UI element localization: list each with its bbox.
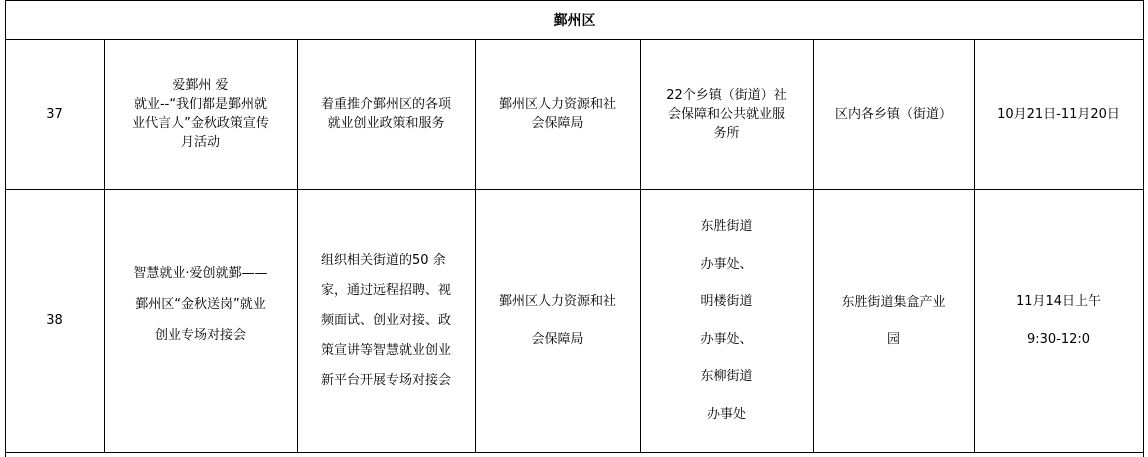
event-name-cell: [104, 189, 297, 452]
location-line: 园: [886, 331, 900, 347]
organizer-line: 鄞州区人力资源和社: [498, 97, 616, 112]
undertaker-cell: [640, 39, 813, 189]
undertaker-line: 办事处: [706, 406, 746, 422]
undertaker-line: 东胜街道: [700, 219, 753, 234]
time-line: 10月21日-11月20日: [997, 106, 1120, 122]
location-line: 东胜街道集盒产业: [841, 294, 946, 310]
event-name-cell: [104, 39, 297, 189]
location-cell: [813, 39, 974, 189]
event-content-line: 组织相关街道的50 余: [320, 252, 446, 268]
event-content-line: 策宣讲等智慧就业创业: [320, 342, 451, 358]
event-name-line: 创业专场对接会: [154, 328, 246, 343]
row-number: 37: [46, 106, 63, 122]
event-content-line: 着重推介鄞州区的各项: [320, 97, 451, 112]
table-border-right: [1143, 0, 1144, 457]
time-cell: [974, 39, 1143, 189]
undertaker-line: 会保障和公共就业服: [667, 106, 785, 122]
organizer-line: 会保障局: [531, 331, 584, 347]
organizer-line: 会保障局: [531, 116, 584, 131]
time-line: 11月14日上午: [1015, 293, 1102, 309]
organizer-cell: [475, 189, 640, 452]
event-content-line: 新平台开展专场对接会: [320, 372, 451, 388]
time-line: 9:30-12:0: [1026, 331, 1091, 347]
undertaker-cell: [640, 189, 813, 452]
event-content-line: 就业创业政策和服务: [327, 116, 445, 131]
undertaker-line: 办事处、: [700, 256, 753, 272]
event-content-line: 家，通过远程招聘、视: [320, 282, 451, 298]
event-name-line: 就业--“我们都是鄞州就: [133, 97, 268, 112]
event-name-line: 鄞州区“金秋送岗”就业: [135, 297, 266, 312]
event-content-cell: [297, 39, 475, 189]
undertaker-line: 办事处、: [700, 331, 753, 347]
undertaker-line: 明楼街道: [700, 294, 753, 309]
location-line: 区内各乡镇（街道）: [834, 106, 952, 122]
event-content-line: 频面试、创业对接、政: [320, 312, 451, 328]
organizer-cell: [475, 39, 640, 189]
location-cell: [813, 189, 974, 452]
event-name-line: 业代言人”金秋政策宣传: [132, 116, 269, 131]
organizer-line: 鄞州区人力资源和社: [498, 293, 616, 309]
row-number: 38: [46, 313, 63, 328]
undertaker-line: 22个乡镇（街道）社: [666, 87, 787, 103]
time-cell: [974, 189, 1143, 452]
region-title: 鄞州区: [553, 12, 596, 29]
undertaker-line: 务所: [713, 125, 740, 141]
event-content-cell: [297, 189, 475, 452]
event-name-line: 智慧就业·爱创就鄞——: [133, 266, 268, 281]
undertaker-line: 东柳街道: [700, 369, 753, 384]
event-name-line: 爱鄞州 爱: [172, 78, 229, 93]
event-name-line: 月活动: [180, 135, 220, 150]
